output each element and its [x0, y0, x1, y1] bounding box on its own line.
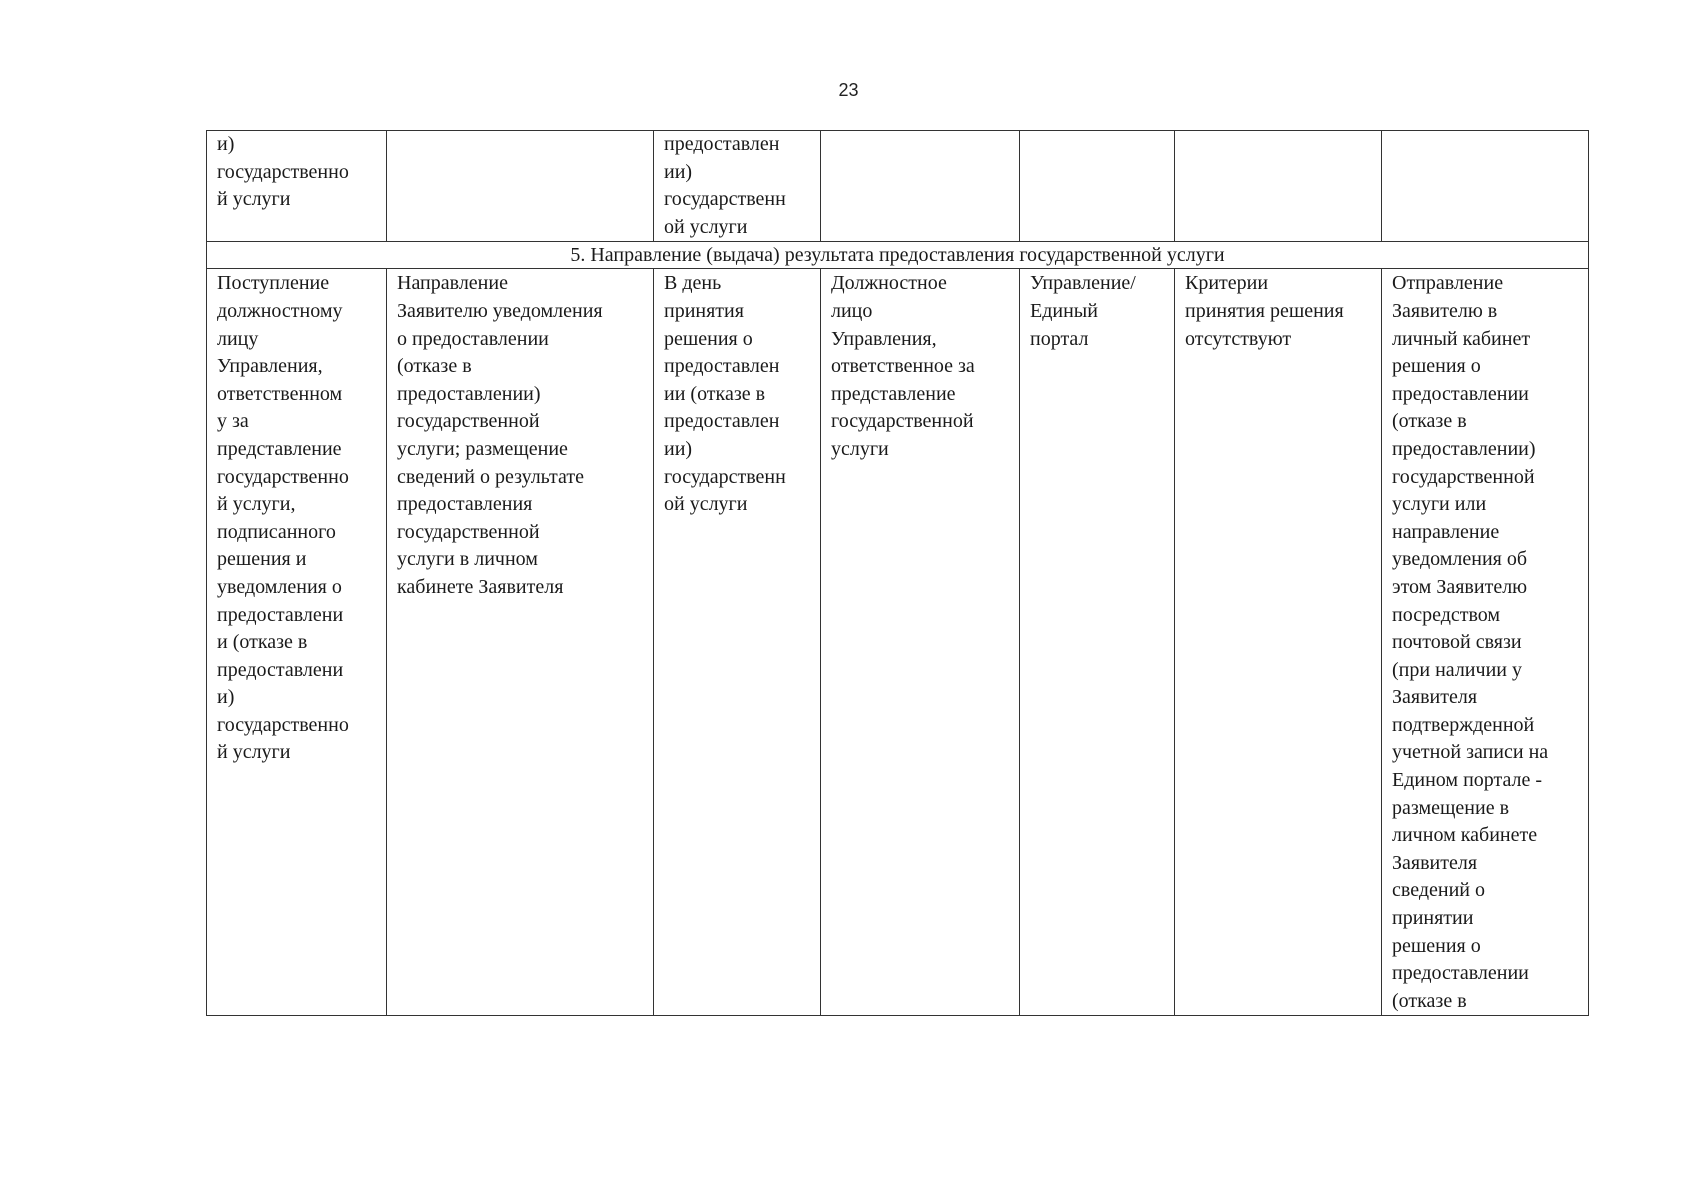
page-number: 23: [838, 80, 859, 100]
table-cell: предоставлен ии) государственн ой услуги: [654, 131, 821, 242]
table-cell: [1020, 131, 1175, 242]
table-cell: и) государственно й услуги: [207, 131, 387, 242]
table-cell: В день принятия решения о предоставлен ии (отказе в предоставлен ии) государственн ой услуги: [654, 269, 821, 1016]
table-cell: Поступление должностному лицу Управления, ответственном у за представление государственно й услуги, подписанного решения и уведомления о предоставлени и (отказе в предоставлени и) государственно й услуги: [207, 269, 387, 1016]
table-cell: [1175, 131, 1382, 242]
table-cell: Отправление Заявителю в личный кабинет решения о предоставлении (отказе в предоставлении) государственной услуги или направление уведомления об этом Заявителю посредством почтовой связи (при наличии у Заявителя подтвержденной учетной записи на Едином портале - размещение в личном кабинете Заявителя сведений о принятии решения о предоставлении (отказе в: [1382, 269, 1589, 1016]
table-section-row: [207, 242, 1589, 269]
table-row-continued: [207, 131, 1589, 242]
table-cell: Должностное лицо Управления, ответственное за представление государственной услуги: [821, 269, 1020, 1016]
table-cell: [387, 131, 654, 242]
table-cell: Управление/ Единый портал: [1020, 269, 1175, 1016]
procedure-table: [206, 130, 1589, 1016]
table-cell: [821, 131, 1020, 242]
section-header: 5. Направление (выдача) результата предоставления государственной услуги: [207, 242, 1589, 269]
table-row: [207, 269, 1589, 1016]
table-cell: [1382, 131, 1589, 242]
table-cell: Направление Заявителю уведомления о предоставлении (отказе в предоставлении) государственной услуги; размещение сведений о результате предоставления государственной услуги в личном кабинете Заявителя: [387, 269, 654, 1016]
table-cell: Критерии принятия решения отсутствуют: [1175, 269, 1382, 1016]
